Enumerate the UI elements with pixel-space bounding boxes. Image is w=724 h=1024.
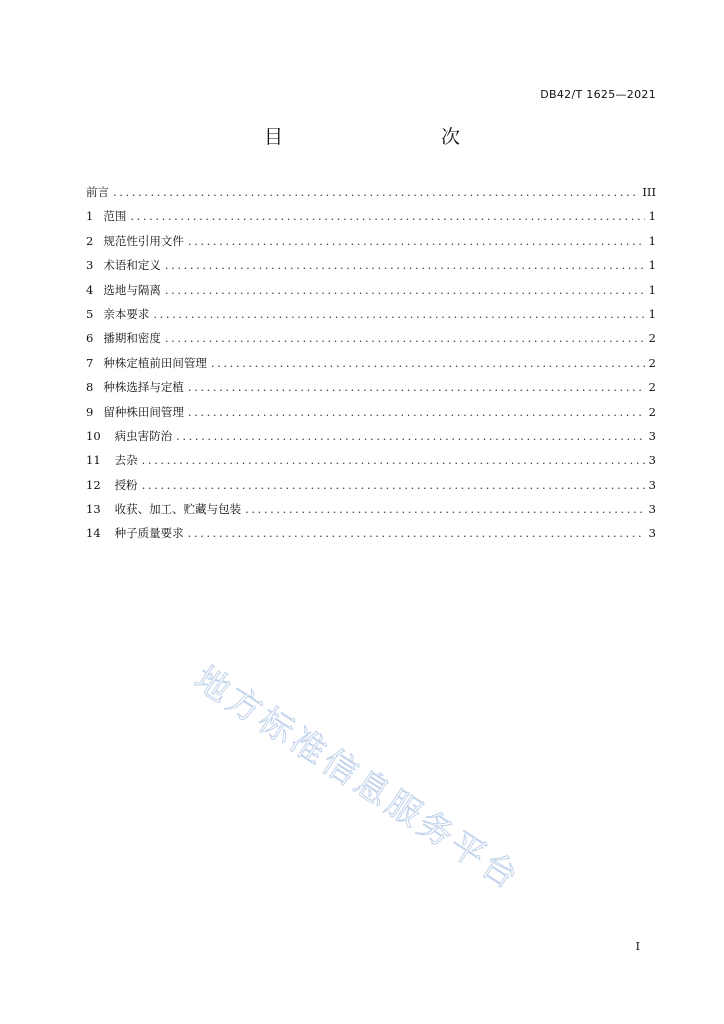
toc-leader-dots [176, 428, 645, 444]
toc-entry-page: III [642, 185, 656, 199]
toc-entry-page: 1 [648, 306, 656, 321]
toc-entry-page: 2 [648, 404, 656, 419]
toc-leader-dots [142, 477, 645, 493]
toc-entry-label: 种子质量要求 [114, 526, 184, 541]
toc-entry-label: 术语和定义 [103, 258, 161, 273]
toc-entry[interactable] [86, 306, 656, 330]
toc-leader-dots [188, 379, 645, 395]
toc-entry-number: 3 [86, 258, 94, 273]
toc-entry-number: 12 [86, 477, 101, 492]
toc-entry-label: 亲本要求 [103, 306, 150, 321]
toc-leader-dots [188, 233, 645, 249]
toc-leader-dots [165, 282, 645, 298]
toc-entry-label: 种株定植前田间管理 [103, 355, 207, 370]
toc-entry[interactable] [86, 525, 656, 549]
toc-entry-number: 2 [86, 233, 94, 248]
toc-entry[interactable] [86, 330, 656, 354]
toc-entry-page: 3 [648, 428, 656, 443]
toc-entry-label: 种株选择与定植 [103, 380, 184, 395]
toc-entry[interactable] [86, 208, 656, 232]
page-title: 目 次 [263, 126, 500, 148]
toc-entry-number: 10 [86, 428, 101, 443]
page-number: I [635, 940, 640, 953]
toc-leader-dots [130, 208, 644, 224]
toc-entry-label: 去杂 [114, 453, 138, 468]
toc-entry-page: 2 [648, 331, 656, 346]
toc-entry-label: 播期和密度 [103, 331, 161, 346]
toc-entry-page: 1 [648, 233, 656, 248]
toc-entry-number: 4 [86, 282, 94, 297]
table-of-contents [86, 184, 656, 550]
toc-entry-number: 14 [86, 526, 101, 541]
toc-entry[interactable] [86, 404, 656, 428]
toc-entry[interactable] [86, 257, 656, 281]
toc-entry-number: 11 [86, 453, 101, 468]
standard-code: DB42/T 1625—2021 [540, 88, 656, 101]
toc-entry-page: 2 [648, 355, 656, 370]
toc-entry-number: 6 [86, 331, 94, 346]
toc-entry-label: 范围 [103, 209, 127, 224]
watermark: 地方标准信息服务平台 [187, 658, 528, 900]
toc-entry-page: 3 [648, 477, 656, 492]
toc-entry-number: 8 [86, 380, 94, 395]
toc-entry[interactable] [86, 233, 656, 257]
toc-entry[interactable] [86, 428, 656, 452]
toc-entry-number: 1 [86, 209, 94, 224]
toc-entry[interactable] [86, 452, 656, 476]
toc-leader-dots [188, 404, 645, 420]
toc-leader-dots [245, 501, 645, 517]
toc-entry-page: 1 [648, 209, 656, 224]
toc-entry-label: 授粉 [114, 477, 138, 492]
toc-entry-number: 5 [86, 306, 94, 321]
toc-entry-label: 病虫害防治 [114, 428, 173, 443]
toc-entry-label: 选地与隔离 [103, 282, 161, 297]
toc-entry-label: 规范性引用文件 [103, 233, 184, 248]
toc-entry[interactable] [86, 184, 656, 208]
toc-leader-dots [188, 525, 645, 541]
toc-entry-number: 13 [86, 502, 101, 517]
toc-leader-dots [142, 452, 645, 468]
toc-entry-page: 3 [648, 453, 656, 468]
toc-entry[interactable] [86, 282, 656, 306]
toc-entry-number: 9 [86, 404, 94, 419]
toc-entry[interactable] [86, 501, 656, 525]
toc-leader-dots [211, 355, 645, 371]
toc-entry-page: 2 [648, 380, 656, 395]
toc-entry-number: 7 [86, 355, 94, 370]
toc-entry[interactable] [86, 379, 656, 403]
toc-entry-page: 1 [648, 258, 656, 273]
toc-leader-dots [113, 184, 638, 200]
toc-entry-label: 留种株田间管理 [103, 404, 184, 419]
toc-entry[interactable] [86, 477, 656, 501]
toc-entry-page: 3 [648, 526, 656, 541]
toc-entry[interactable] [86, 355, 656, 379]
toc-entry-page: 3 [648, 502, 656, 517]
toc-entry-label: 前言 [86, 185, 109, 199]
toc-leader-dots [165, 330, 645, 346]
toc-entry-label: 收获、加工、贮藏与包装 [114, 502, 242, 517]
toc-leader-dots [153, 306, 644, 322]
toc-leader-dots [165, 257, 645, 273]
toc-entry-page: 1 [648, 282, 656, 297]
